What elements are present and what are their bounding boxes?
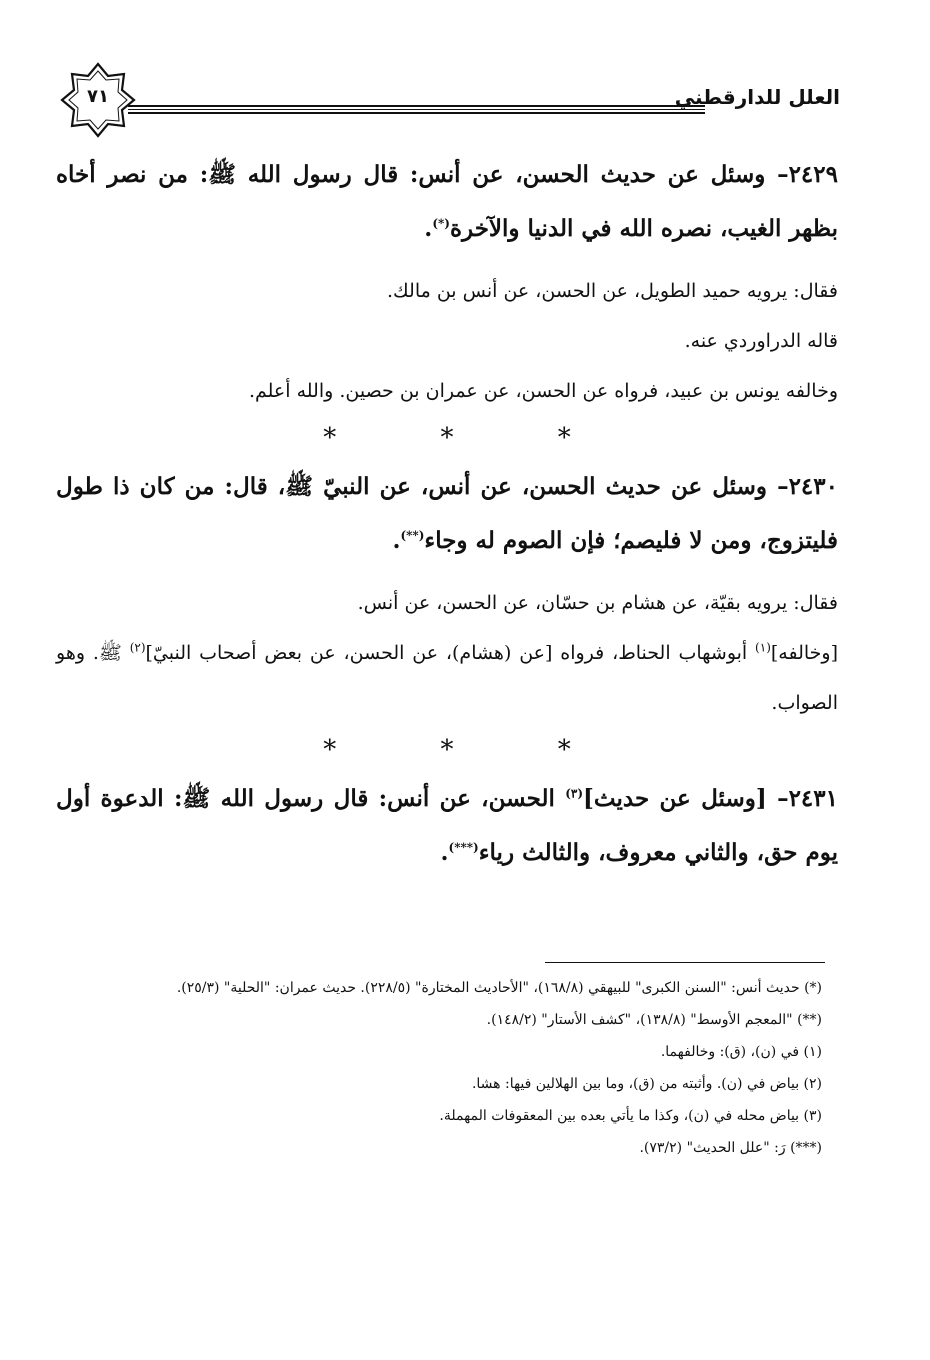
entry-2429-question: ٢٤٢٩– وسئل عن حديث الحسن، عن أنس: قال رسول الله ﷺ: من نصر أخاه بظهر الغيب، نصره الله في الدنيا والآخرة(*). — [56, 161, 838, 242]
footnote-divider — [545, 962, 825, 963]
footnote: (***) رَ: "علل الحديث" (٧٣/٢). — [639, 1140, 822, 1156]
answer-paragraph: فقال: يرويه حميد الطويل، عن الحسن، عن أنس بن مالك. — [386, 280, 838, 302]
entry-number: ٢٤٢٩ — [788, 161, 838, 188]
entry-2430-question: ٢٤٣٠– وسئل عن حديث الحسن، عن أنس، عن النبيّ ﷺ، قال: من كان ذا طول فليتزوج، ومن لا فليصم؛ فإن الصوم له وجاء(**). — [56, 473, 838, 554]
footnote: (**) "المعجم الأوسط" (١٣٨/٨)، "كشف الأستار" (١٤٨/٢). — [486, 1012, 822, 1028]
header-rule — [128, 105, 705, 116]
footnote: (١) في (ن)، (ق): وخالفهما. — [660, 1044, 822, 1060]
entry-2431-question: ٢٤٣١– [وسئل عن حديث]$^{(٣)}$ الحسن، عن أنس: قال رسول الله ﷺ: الدعوة أول يوم حق، والثاني معروف، والثالث رياء(***). — [56, 785, 838, 866]
answer-paragraph: وخالفه يونس بن عبيد، فرواه عن الحسن، عن عمران بن حصين. والله أعلم. — [248, 380, 838, 402]
footnote-mark: (***) — [448, 840, 479, 855]
footnote-mark: (٢) — [129, 640, 146, 655]
footnote: (٢) بياض في (ن). وأثبته من (ق)، وما بين الهلالين فيها: هشا. — [471, 1076, 822, 1092]
page-number: ٧١ — [87, 86, 109, 107]
main-text — [56, 148, 838, 880]
footnote-mark: (*) — [432, 216, 450, 231]
footnote: (٣) بياض محله في (ن)، وكذا ما يأتي بعده بين المعقوفات المهملة. — [439, 1108, 822, 1124]
answer-paragraph: [وخالفه]$^{(١)}$ أبوشهاب الحناط، فرواه [عن (هشام)، عن الحسن، عن بعض أصحاب النبيّ]$^{(٢)}$ ﷺ. وهو الصواب. — [56, 640, 838, 714]
entry-number: ٢٤٣١ — [788, 785, 838, 812]
footnotes — [56, 972, 822, 1164]
running-title: العلل للدارقطني — [674, 85, 840, 109]
section-separator: * * * — [323, 735, 619, 765]
answer-paragraph: فقال: يرويه بقيّة، عن هشام بن حسّان، عن الحسن، عن أنس. — [357, 592, 838, 614]
footnote-mark: (**) — [400, 528, 425, 543]
section-separator: * * * — [323, 423, 619, 453]
page-number-badge — [58, 60, 138, 140]
footnote-mark: (١) — [755, 640, 771, 655]
footnote: (*) حديث أنس: "السنن الكبرى" للبيهقي (١٦٨/٨)، "الأحاديث المختارة" (٢٢٨/٥). حديث عمران: "الحلية" (٢٥/٣). — [176, 980, 822, 996]
page-header — [58, 60, 840, 140]
answer-paragraph: قاله الدراوردي عنه. — [684, 330, 838, 352]
entry-number: ٢٤٣٠ — [788, 473, 838, 500]
footnote-mark: (٣) — [565, 786, 584, 801]
